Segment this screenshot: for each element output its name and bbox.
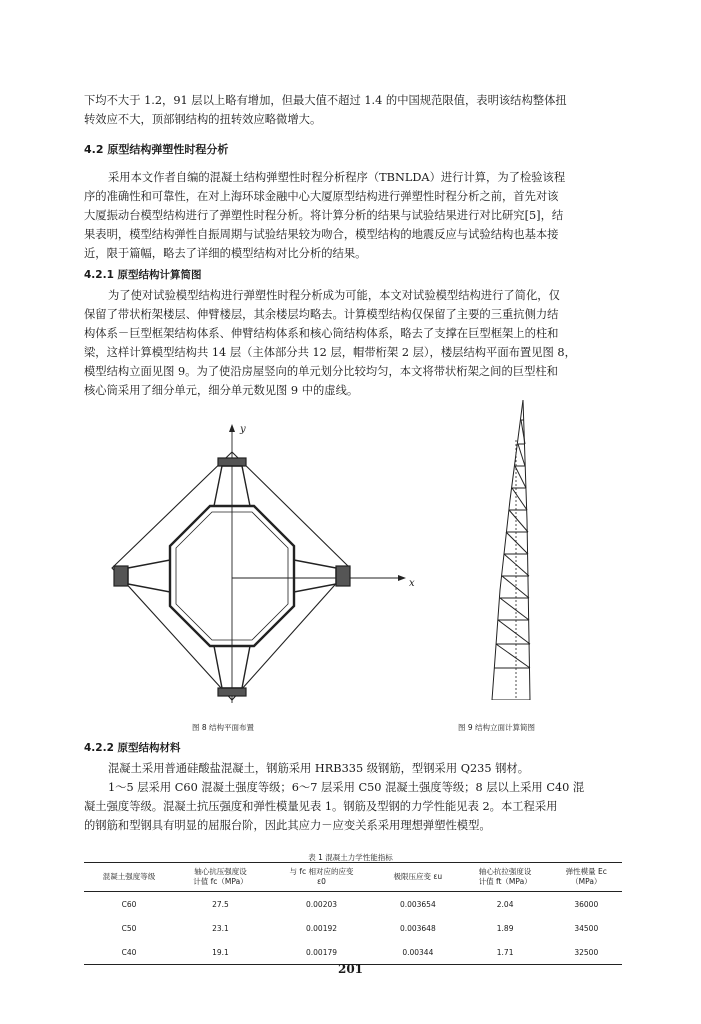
outrigger-left — [128, 560, 170, 592]
subsection-heading: 4.2.2 原型结构材料 — [84, 742, 181, 754]
table-header: 轴心抗压强度设 计值 fc（MPa） — [193, 867, 248, 886]
text-line: 凝土强度等级。混凝土抗压强度和弹性模量见表 1。钢筋及型钢的力学性能见表 2。本工程采用 — [84, 800, 558, 813]
axis-label-y: y — [240, 424, 246, 435]
text-line: 采用本文作者自编的混凝土结构弹塑性时程分析程序（TBNLDA）进行计算，为了检验该程 — [108, 171, 566, 184]
text-line: 下均不大于 1.2，91 层以上略有增加，但最大值不超过 1.4 的中国规范限值，表明该结构整体扭 — [84, 94, 567, 107]
x-arrow — [398, 575, 406, 581]
mega-column-top — [218, 458, 246, 466]
table-header: 与 fc 相对应的应变 ε0 — [289, 867, 354, 886]
text-line: 混凝土采用普通硅酸盐混凝土，钢筋采用 HRB335 级钢筋，型钢采用 Q235 钢材。 — [108, 762, 530, 775]
mega-column-left — [114, 566, 128, 586]
table-1 — [84, 862, 622, 965]
figure-8-plan — [100, 418, 420, 718]
text-line: 模型结构立面见图 9。为了使沿房屋竖向的单元划分比较均匀，本文将带状桁架之间的巨型柱和 — [84, 365, 558, 378]
outer-diamond — [112, 452, 350, 700]
mega-column-bottom — [218, 688, 246, 696]
text-line: 的钢筋和型钢具有明显的屈服台阶，因此其应力－应变关系采用理想弹塑性模型。 — [84, 819, 491, 832]
subsection-heading: 4.2.1 原型结构计算简图 — [84, 269, 202, 281]
axis-label-x: x — [409, 578, 415, 589]
table-row: C50 23.1 0.00192 0.003648 1.89 34500 — [121, 923, 599, 933]
text-line: 构体系－巨型框架结构体系、伸臂结构体系和核心筒结构体系，略去了支撑在巨型框架上的柱和 — [84, 327, 559, 340]
text-line: 转效应不大，顶部钢结构的扭转效应略微增大。 — [84, 113, 322, 126]
table-header: 弹性模量 Ec （MPa） — [565, 867, 607, 886]
table-header: 极限压应变 εu — [393, 872, 443, 881]
mega-column-right — [336, 566, 350, 586]
text-line: 近，限于篇幅，略去了详细的模型结构对比分析的结果。 — [84, 247, 367, 260]
text-line: 果表明，模型结构弹性自振周期与试验结果较为吻合，模型结构的地震反应与试验结构也基本接 — [84, 228, 559, 241]
table-row: C60 27.5 0.00203 0.003654 2.04 36000 — [121, 899, 599, 909]
text-line: 1～5 层采用 C60 混凝土强度等级；6～7 层采用 C50 混凝土强度等级；8 层以上采用 C40 混 — [108, 781, 585, 794]
outrigger-right — [294, 560, 336, 592]
text-line: 大厦振动台模型结构进行了弹塑性时程分析。将计算分析的结果与试验结果进行对比研究[5]，结 — [84, 209, 564, 222]
table-header: 混凝土强度等级 — [102, 872, 156, 881]
figure-9-elevation — [478, 400, 538, 700]
page-number: 201 — [337, 962, 364, 976]
text-line: 保留了带状桁架楼层、伸臂楼层，其余楼层均略去。计算模型结构仅保留了主要的三重抗侧力结 — [84, 308, 559, 321]
text-line: 为了使对试验模型结构进行弹塑性时程分析成为可能，本文对试验模型结构进行了简化，仅 — [108, 289, 560, 302]
table-row: C40 19.1 0.00179 0.00344 1.71 32500 — [84, 940, 622, 965]
section-heading: 4.2 原型结构弹塑性时程分析 — [84, 143, 229, 156]
table-1-title: 表 1 混凝土力学性能指标 — [308, 853, 393, 862]
figure-9-caption: 图 9 结构立面计算简图 — [458, 723, 536, 732]
y-arrow — [229, 424, 235, 432]
text-line: 梁，这样计算模型结构共 14 层（主体部分共 12 层，帽带桁架 2 层），楼层结构平面布置见图 8， — [84, 346, 576, 359]
text-line: 序的准确性和可靠性，在对上海环球金融中心大厦原型结构进行弹塑性时程分析之前，首先对该 — [84, 190, 559, 203]
table-header: 轴心抗拉强度设 计值 ft（MPa） — [478, 867, 532, 886]
figure-8-caption: 图 8 结构平面布置 — [192, 723, 255, 732]
text-line: 核心筒采用了细分单元，细分单元数见图 9 中的虚线。 — [84, 384, 359, 397]
